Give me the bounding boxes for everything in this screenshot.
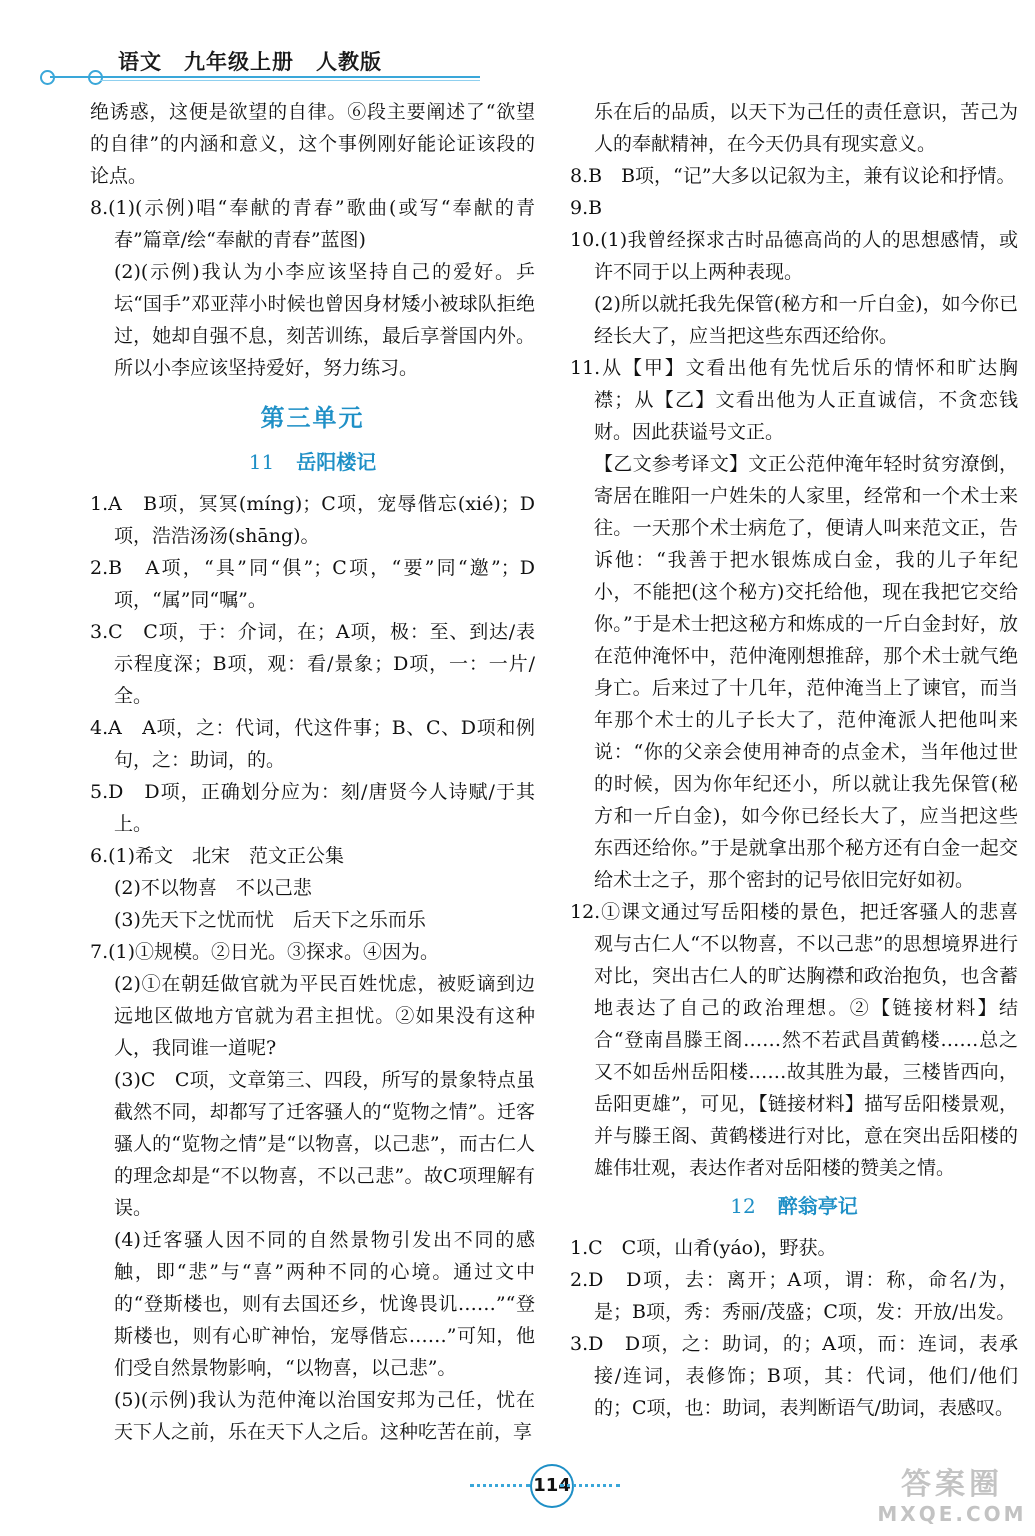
- answer-7-3: (3)C C项，文章第三、四段，所写的景象特点虽截然不同，却都写了迁客骚人的“览物之情”。迁客骚人的“览物之情”是“以物喜，以己悲”，而古仁人的理念却是“不以物喜，不以己悲”。故C项理解有误。: [114, 1069, 535, 1219]
- watermark-url: MXQE.COM: [877, 1502, 1027, 1526]
- watermark-text: 答案圈: [901, 1467, 1003, 1502]
- header-rule-secondary: [100, 80, 480, 81]
- lesson-title: [90, 446, 535, 478]
- answer-7-1: 7.(1)①规模。②日光。③探求。④因为。: [90, 941, 440, 963]
- page-footer: [430, 1460, 630, 1510]
- answer-12: 12.①课文通过写岳阳楼的景色，把迁客骚人的悲喜观与古仁人“不以物喜，不以己悲”的思想境界进行对比，突出古仁人的旷达胸襟和政治抱负，也含蓄地表达了自己的政治理想。②【链接材料】结合“登南昌滕王阁……然不若武昌黄鹤楼……总之又不如岳州岳阳楼……故其胜为最，三楼皆西向，岳阳更雄”，可见，【链接材料】描写岳阳楼景观，并与滕王阁、黄鹤楼进行对比，意在突出岳阳楼的雄伟壮观，表达作者对岳阳楼的赞美之情。: [570, 901, 1018, 1179]
- lesson-number: 11: [248, 450, 275, 474]
- answer-6-2: (2)不以物喜 不以己悲: [114, 877, 312, 899]
- lesson-number: 12: [730, 1194, 756, 1218]
- answer-item: 6.(1)希文 北宋 范文正公集: [90, 845, 345, 867]
- left-column: [90, 96, 535, 1448]
- answer-item: 3.C C项，于：介词，在；A项，极：至、到达/表示程度深；B项，观：看/景象；D项，一：一片/全。: [90, 621, 535, 707]
- answer-7-4: (4)迁客骚人因不同的自然景物引发出不同的感触，即“悲”与“喜”两种不同的心境。通过文中的“登斯楼也，则有去国还乡，忧谗畏讥……”“登斯楼也，则有心旷神怡，宠辱偕忘……”可知，他们受自然景物影响，“以物喜，以己悲”。: [114, 1229, 535, 1379]
- paragraph: 绝诱惑，这便是欲望的自律。⑥段主要阐述了“欲望的自律”的内涵和意义，这个事例刚好能论证该段的论点。: [90, 101, 535, 187]
- answer-8-2: (2)(示例)我认为小李应该坚持自己的爱好。乒坛“国手”邓亚萍小时候也曾因身材矮小被球队拒绝过，她却自强不息，刻苦训练，最后享誉国内外。所以小李应该坚持爱好，努力练习。: [114, 261, 535, 379]
- lesson-name: 醉翁亭记: [777, 1194, 858, 1218]
- unit-title: 第三单元: [260, 404, 365, 432]
- page-header: [40, 40, 540, 90]
- lesson-title: [570, 1190, 1018, 1222]
- answer-item: 2.B A项，“具”同“俱”；C项，“要”同“邀”；D项，“属”同“嘱”。: [90, 557, 535, 611]
- answer-8-1: 8.(1)(示例)唱“奉献的青春”歌曲(或写“奉献的青春”篇章/绘“奉献的青春”蓝图): [90, 197, 535, 251]
- right-column: [570, 96, 1018, 1424]
- page-number: 114: [530, 1464, 574, 1508]
- lesson-name: 岳阳楼记: [296, 450, 377, 474]
- paragraph-continued: 乐在后的品质，以天下为己任的责任意识，苦己为人的奉献精神，在今天仍具有现实意义。: [594, 101, 1018, 155]
- answer-11: 11.从【甲】文看出他有先忧后乐的情怀和旷达胸襟；从【乙】文看出他为人正直诚信，不贪恋钱财。因此获谥号文正。: [570, 357, 1018, 443]
- answer-9: 9.B: [570, 197, 603, 219]
- answer-10-2: (2)所以就托我先保管(秘方和一斤白金)，如今你已经长大了，应当把这些东西还给你。: [594, 293, 1018, 347]
- answer-8: 8.B B项，“记”大多以记叙为主，兼有议论和抒情。: [570, 165, 1016, 187]
- header-rule: [50, 76, 480, 78]
- watermark-logo: [877, 1468, 1027, 1530]
- translation: 【乙文参考译文】文正公范仲淹年轻时贫穷潦倒，寄居在睢阳一户姓朱的人家里，经常和一个术士来往。一天那个术士病危了，便请人叫来范文正，告诉他：“我善于把水银炼成白金，我的儿子年纪小，不能把(这个秘方)交托给他，现在我把它交给你。”于是术士把这秘方和炼成的一斤白金封好，放在范仲淹怀中，范仲淹刚想推辞，那个术士就气绝身亡。后来过了十几年，范仲淹当上了谏官，而当年那个术士的儿子长大了，范仲淹派人把他叫来说：“你的父亲会使用神奇的点金术，当年他过世的时候，因为你年纪还小，所以就让我先保管(秘方和一斤白金)，如今你已经长大了，应当把这些东西还给你。”于是就拿出那个秘方还有白金一起交给术士之子，那个密封的记号依旧完好如初。: [594, 453, 1018, 891]
- answer-item: 1.C C项，山肴(yáo)，野获。: [570, 1237, 837, 1259]
- answer-7-5: (5)(示例)我认为范仲淹以治国安邦为己任，忧在天下人之前，乐在天下人之后。这种吃苦在前，享: [114, 1389, 535, 1443]
- header-title: 语文 九年级上册 人教版: [118, 50, 382, 74]
- answer-item: 1.A B项，冥冥(míng)；C项，宠辱偕忘(xié)；D项，浩浩汤汤(shāng)。: [90, 493, 535, 547]
- answer-item: 5.D D项，正确划分应为：刻/唐贤今人诗赋/于其上。: [90, 781, 535, 835]
- footer-dots: [560, 1484, 620, 1487]
- answer-6-3: (3)先天下之忧而忧 后天下之乐而乐: [114, 909, 426, 931]
- answer-10-1: 10.(1)我曾经探求古时品德高尚的人的思想感情，或许不同于以上两种表现。: [570, 229, 1018, 283]
- answer-item: 4.A A项，之：代词，代这件事；B、C、D项和例句，之：助词，的。: [90, 717, 535, 771]
- answer-item: 2.D D项，去：离开；A项，谓：称，命名/为，是；B项，秀：秀丽/茂盛；C项，发：开放/出发。: [570, 1269, 1018, 1323]
- answer-item: 3.D D项，之：助词，的；A项，而：连词，表承接/连词，表修饰；B项，其：代词，他们/他们的；C项，也：助词，表判断语气/助词，表感叹。: [570, 1333, 1018, 1419]
- footer-dots: [470, 1484, 530, 1487]
- answer-7-2: (2)①在朝廷做官就为平民百姓忧虑，被贬谪到边远地区做地方官就为君主担忧。②如果没有这种人，我同谁一道呢?: [114, 973, 535, 1059]
